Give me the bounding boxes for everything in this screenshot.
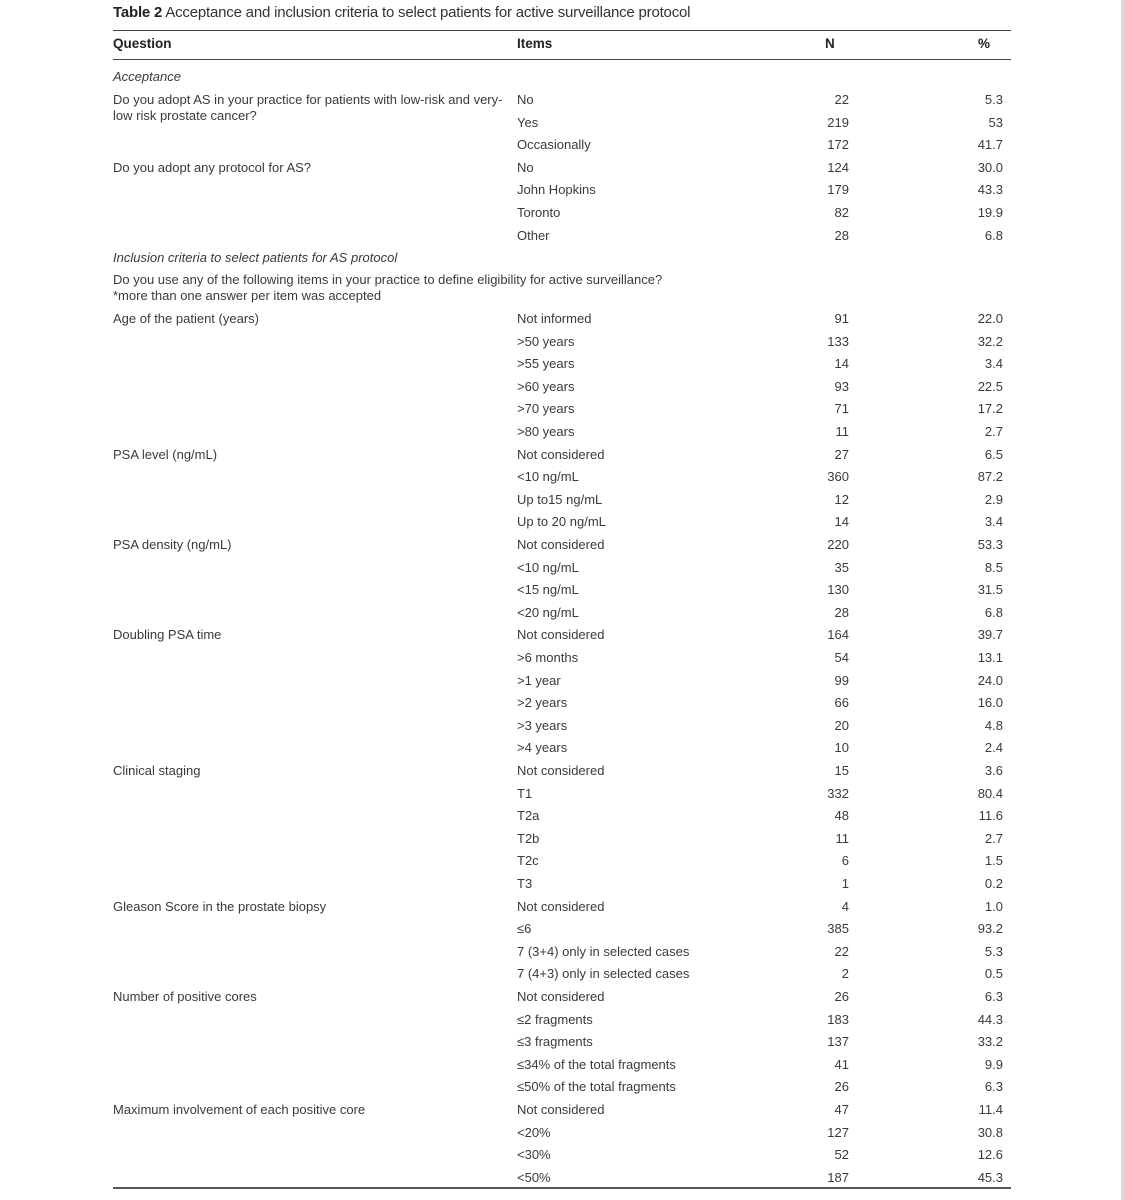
row-percent: 22.0 [977, 311, 1003, 326]
table-row [0, 1102, 1125, 1124]
row-item: <20% [517, 1124, 551, 1140]
table-row [0, 966, 1125, 988]
row-percent: 30.0 [977, 159, 1003, 175]
row-n: 14 [834, 514, 849, 530]
row-item: John Hopkins [517, 182, 596, 198]
row-n: 130 [827, 582, 849, 598]
table-title: Acceptance and inclusion criteria to select patients for active surveillance protocol [165, 4, 691, 21]
row-question: PSA level (ng/mL) [113, 446, 218, 462]
row-n: 2 [841, 966, 849, 982]
row-item: <30% [517, 1147, 551, 1163]
row-n: 20 [834, 717, 849, 733]
row-n: 26 [834, 1079, 849, 1095]
row-item: Up to15 ng/mL [517, 491, 603, 507]
row-item: >2 years [517, 695, 568, 711]
table-row [0, 899, 1125, 921]
row-percent: 22.5 [977, 378, 1003, 394]
row-percent: 24.0 [977, 672, 1003, 688]
row-percent: 1.5 [984, 853, 1003, 869]
row-n: 332 [827, 785, 849, 801]
row-item: T2a [517, 808, 540, 824]
table-row [0, 379, 1125, 401]
row-item: ≤6 [517, 921, 532, 937]
row-n: 187 [827, 1169, 849, 1185]
row-percent: 6.8 [984, 227, 1003, 243]
row-n: 11 [835, 830, 849, 846]
row-percent: 32.2 [977, 333, 1003, 349]
table-label: Table 2 [113, 4, 163, 21]
row-n: 35 [834, 559, 849, 575]
row-item: Occasionally [517, 137, 591, 153]
row-percent: 41.7 [977, 137, 1003, 153]
header-n: N [825, 36, 835, 51]
table-row [0, 944, 1125, 966]
row-percent: 45.3 [977, 1169, 1003, 1185]
row-percent: 12.6 [977, 1147, 1003, 1163]
header-percent: % [978, 36, 991, 51]
row-percent: 17.2 [977, 401, 1003, 417]
row-n: 11 [835, 424, 849, 439]
inclusion-note: *more than one answer per item was accepted [113, 288, 382, 303]
table-row [0, 718, 1125, 740]
inclusion-question-text: Do you use any of the following items in your practice to define eligibility for active surveillance? [113, 272, 663, 287]
row-percent: 11.4 [978, 1102, 1003, 1117]
row-n: 360 [827, 469, 849, 485]
row-item: >4 years [517, 740, 568, 756]
row-n: 28 [834, 227, 849, 243]
row-item: Not considered [517, 763, 605, 778]
table-row [0, 989, 1125, 1011]
table-row [0, 582, 1125, 604]
row-n: 27 [834, 446, 849, 462]
row-percent: 3.4 [984, 356, 1003, 372]
row-percent: 5.3 [984, 92, 1003, 107]
table-row [0, 627, 1125, 649]
table-row [0, 853, 1125, 875]
row-item: Toronto [517, 205, 561, 220]
table-row [0, 1012, 1125, 1034]
row-item: >1 year [517, 672, 561, 688]
row-item: T1 [517, 785, 533, 801]
row-percent: 2.7 [984, 424, 1003, 439]
table-row [0, 560, 1125, 582]
row-percent: 1.0 [984, 898, 1003, 914]
row-n: 137 [827, 1034, 849, 1050]
row-percent: 30.8 [977, 1124, 1003, 1140]
row-n: 164 [827, 627, 849, 643]
row-item: Up to 20 ng/mL [517, 514, 606, 530]
row-n: 172 [827, 137, 849, 153]
row-n: 10 [834, 740, 849, 756]
row-item: Not considered [517, 446, 605, 462]
row-percent: 33.2 [977, 1034, 1003, 1050]
row-percent: 0.2 [984, 876, 1003, 891]
row-item: T2c [517, 853, 539, 869]
table-row [0, 763, 1125, 785]
row-question: Doubling PSA time [113, 627, 222, 643]
row-item: T2b [517, 830, 540, 846]
row-item: <15 ng/mL [517, 582, 579, 598]
row-item: ≤34% of the total fragments [517, 1056, 676, 1072]
row-n: 14 [834, 356, 849, 372]
row-n: 127 [827, 1124, 849, 1140]
table-row [0, 605, 1125, 627]
row-n: 6 [841, 853, 849, 869]
row-n: 66 [834, 695, 849, 711]
row-item: Not informed [517, 311, 592, 326]
row-item: Not considered [517, 1102, 605, 1117]
row-n: 385 [827, 921, 849, 937]
table-row [0, 182, 1125, 204]
row-item: Not considered [517, 537, 605, 552]
row-percent: 5.3 [984, 943, 1003, 959]
table-bottom-rule [113, 1187, 1011, 1189]
table-row [0, 424, 1125, 446]
row-n: 219 [827, 114, 849, 130]
table-row [0, 1079, 1125, 1101]
table-caption [113, 4, 690, 21]
row-percent: 31.5 [977, 582, 1003, 598]
row-n: 48 [834, 808, 849, 824]
table-row [0, 160, 1125, 182]
table-row [0, 1034, 1125, 1056]
section-inclusion: Inclusion criteria to select patients for AS protocol [113, 250, 398, 265]
row-item: Not considered [517, 627, 605, 643]
row-item: ≤50% of the total fragments [517, 1079, 676, 1095]
row-percent: 3.4 [984, 514, 1003, 530]
row-percent: 19.9 [977, 205, 1003, 220]
row-item: <10 ng/mL [517, 559, 579, 575]
table-row [0, 673, 1125, 695]
row-n: 22 [834, 943, 849, 959]
row-percent: 16.0 [977, 695, 1003, 711]
row-item: >3 years [517, 717, 568, 733]
row-item: Yes [517, 114, 539, 130]
table-row [0, 1057, 1125, 1079]
table-row [0, 786, 1125, 808]
row-n: 179 [827, 182, 849, 198]
row-n: 133 [827, 333, 849, 349]
row-question: Do you adopt AS in your practice for patients with low-risk and very-low risk prostate cancer? [113, 92, 503, 123]
table-row [0, 115, 1125, 137]
table-row [0, 228, 1125, 250]
table-row [0, 1147, 1125, 1169]
table-row [0, 1125, 1125, 1147]
row-percent: 80.4 [977, 785, 1003, 801]
row-n: 91 [834, 311, 849, 326]
row-item: Not considered [517, 989, 605, 1004]
row-item: <50% [517, 1169, 551, 1185]
row-percent: 0.5 [984, 966, 1003, 982]
row-item: No [517, 92, 534, 107]
row-percent: 2.4 [984, 740, 1003, 756]
table-row [0, 537, 1125, 559]
row-item: <10 ng/mL [517, 469, 579, 485]
row-item: T3 [517, 876, 533, 891]
table-row [0, 808, 1125, 830]
row-n: 22 [834, 92, 849, 107]
row-percent: 2.9 [984, 491, 1003, 507]
row-item: Other [517, 227, 550, 243]
row-item: >50 years [517, 333, 575, 349]
table-row [0, 695, 1125, 717]
row-percent: 3.6 [984, 763, 1003, 778]
row-item: >80 years [517, 424, 575, 439]
row-question: PSA density (ng/mL) [113, 537, 232, 552]
row-n: 71 [834, 401, 849, 417]
row-percent: 6.3 [984, 989, 1003, 1004]
row-n: 1 [841, 876, 849, 891]
table-row [0, 831, 1125, 853]
table-row [0, 492, 1125, 514]
row-percent: 9.9 [984, 1056, 1003, 1072]
row-item: >6 months [517, 650, 579, 665]
row-n: 220 [827, 537, 849, 552]
row-question: Gleason Score in the prostate biopsy [113, 898, 327, 914]
row-item: No [517, 159, 534, 175]
row-item: 7 (3+4) only in selected cases [517, 943, 690, 959]
row-percent: 53.3 [977, 537, 1003, 552]
row-question: Clinical staging [113, 763, 201, 778]
row-percent: 13.1 [977, 650, 1003, 665]
table-row [0, 740, 1125, 762]
table-row [0, 137, 1125, 159]
row-n: 99 [834, 672, 849, 688]
row-n: 26 [834, 989, 849, 1004]
row-item: 7 (4+3) only in selected cases [517, 966, 690, 982]
row-item: >60 years [517, 378, 575, 394]
table-row [0, 469, 1125, 491]
table-row [0, 650, 1125, 672]
row-percent: 6.8 [984, 604, 1003, 620]
row-percent: 4.8 [984, 717, 1003, 733]
table-row [0, 311, 1125, 333]
table-row [0, 514, 1125, 536]
row-item: Not considered [517, 898, 605, 914]
table-row [0, 447, 1125, 469]
row-item: ≤2 fragments [517, 1011, 593, 1027]
row-n: 183 [827, 1011, 849, 1027]
table-row [0, 334, 1125, 356]
row-percent: 11.6 [978, 808, 1003, 824]
row-percent: 44.3 [977, 1011, 1003, 1027]
row-item: ≤3 fragments [517, 1034, 593, 1050]
row-percent: 39.7 [977, 627, 1003, 643]
table-header-rule [113, 59, 1011, 60]
row-n: 28 [834, 604, 849, 620]
row-n: 4 [841, 898, 849, 914]
row-n: 93 [834, 378, 849, 394]
row-question: Maximum involvement of each positive core [113, 1102, 366, 1117]
row-percent: 6.3 [984, 1079, 1003, 1095]
table-row [0, 356, 1125, 378]
row-question: Number of positive cores [113, 989, 257, 1004]
table-row [0, 401, 1125, 423]
row-percent: 93.2 [977, 921, 1003, 937]
row-item: <20 ng/mL [517, 604, 579, 620]
row-percent: 43.3 [977, 182, 1003, 198]
table-row [0, 876, 1125, 898]
row-n: 47 [834, 1102, 849, 1117]
row-n: 124 [827, 159, 849, 175]
row-percent: 6.5 [984, 446, 1003, 462]
row-percent: 8.5 [984, 559, 1003, 575]
row-n: 54 [834, 650, 849, 665]
table-row [0, 921, 1125, 943]
row-percent: 53 [988, 114, 1003, 130]
table-top-rule [113, 30, 1011, 31]
row-question: Do you adopt any protocol for AS? [113, 159, 312, 175]
section-acceptance: Acceptance [113, 69, 181, 84]
row-item: >55 years [517, 356, 575, 372]
row-question: Age of the patient (years) [113, 311, 259, 326]
row-item: >70 years [517, 401, 575, 417]
header-items: Items [517, 36, 553, 51]
row-n: 15 [834, 763, 849, 778]
row-n: 82 [834, 205, 849, 220]
row-n: 52 [834, 1147, 849, 1163]
row-n: 41 [834, 1056, 849, 1072]
header-question: Question [113, 36, 172, 51]
table-row [0, 205, 1125, 227]
row-n: 12 [834, 491, 849, 507]
row-percent: 87.2 [977, 469, 1003, 485]
inclusion-question [113, 272, 813, 304]
row-percent: 2.7 [984, 830, 1003, 846]
